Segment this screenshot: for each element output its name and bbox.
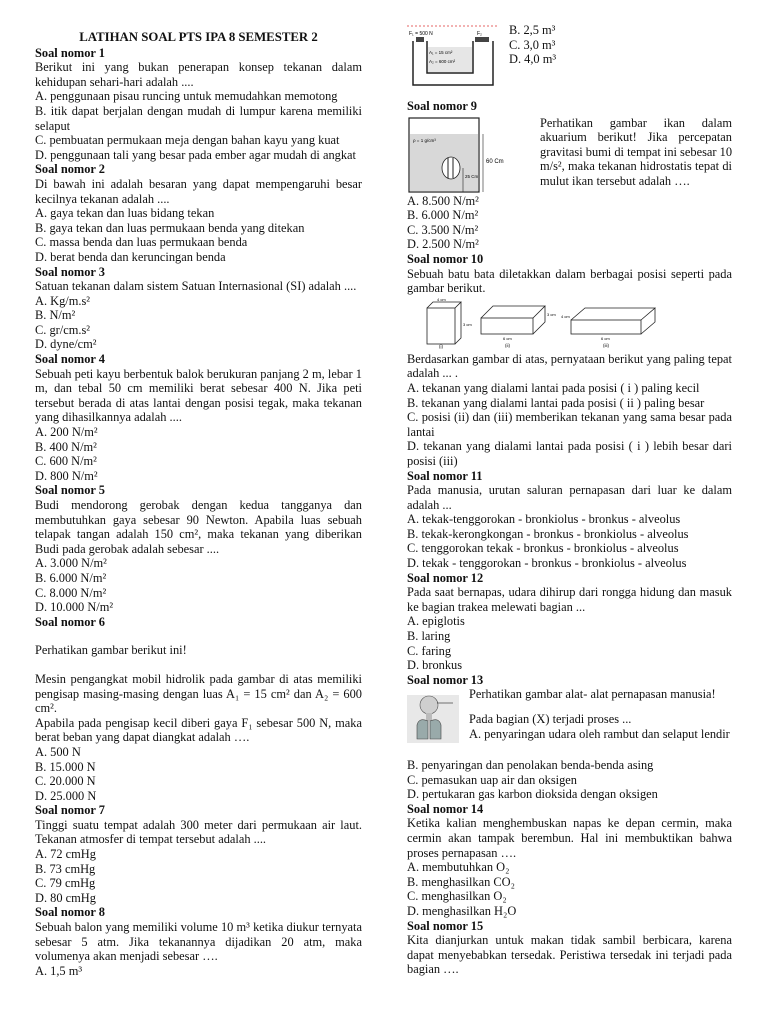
page-title: LATIHAN SOAL PTS IPA 8 SEMESTER 2 <box>79 30 318 44</box>
blank-line <box>35 658 362 672</box>
question-heading: Soal nomor 6 <box>35 614 105 629</box>
question-heading: Soal nomor 4 <box>35 352 105 367</box>
question-text: Ketika kalian menghembuskan napas ke depan cermin, maka cermin akan tampak berembun. Hal ini membuktikan bahwa proses pernapasan …. <box>407 816 732 860</box>
hydraulic-lift-figure <box>407 23 497 93</box>
q13-wrap-space <box>407 743 732 758</box>
option: B. 15.000 N <box>35 759 96 774</box>
option: A. epiglotis <box>407 614 465 629</box>
fig9-h1-label: 60 Cm <box>486 158 504 165</box>
option: D. berat benda dan keruncingan benda <box>35 249 226 264</box>
fig10-dim-label: 6 cm <box>601 335 610 341</box>
fig10-dim-label: 3 cm <box>463 321 472 327</box>
option: A. gaya tekan dan luas bidang tekan <box>35 206 215 221</box>
fig10-pos-label: (ii) <box>505 342 510 348</box>
question-text: Sebuah peti kayu berbentuk balok berukuran panjang 2 m, lebar 1 m, dan tebal 50 cm memiliki berat sebesar 400 N. Jika peti tersebut berada di atas lantai dengan posisi tegak, maka tekanan yang dihasilkannya adalah .... <box>35 366 362 425</box>
fig10-pos-label: (i) <box>439 343 443 349</box>
option: B. menghasilkan CO₂ <box>407 874 515 889</box>
right-column <box>407 23 732 977</box>
option: A. 3.000 N/m² <box>35 556 107 571</box>
option: B. tekanan yang dialami lantai pada posisi ( ii ) paling besar <box>407 395 705 410</box>
question-heading: Soal nomor 3 <box>35 264 105 279</box>
respiratory-system-figure <box>407 695 459 743</box>
fig9-h2-label: 25 Cm <box>465 173 479 179</box>
question-heading: Soal nomor 9 <box>407 99 477 113</box>
left-column-body <box>35 46 362 979</box>
question-text: Budi mendorong gerobak dengan kedua tangganya dan membutuhkan gaya sebesar 90 Newton. Apabila luas sebuah telapak tangan adalah 150 cm², maka tekanan yang diberikan Budi pada gerobak adalah sebesar .... <box>35 498 362 556</box>
option: D. bronkus <box>407 658 463 673</box>
question-text: D. penggunaan tali yang besar pada ember agar mudah di angkat <box>35 147 357 162</box>
option: D. 80 cmHg <box>35 890 96 905</box>
option: A. 500 N <box>35 744 81 759</box>
q14-options <box>407 860 732 918</box>
fig8-f1-label: F₁ = 500 N <box>409 31 433 37</box>
option: B. 400 N/m² <box>35 439 97 454</box>
question-heading: Soal nomor 12 <box>407 570 484 585</box>
question-heading: Soal nomor 10 <box>407 251 484 266</box>
option: D. dyne/cm² <box>35 337 97 352</box>
option: C. 8.000 N/m² <box>35 585 107 600</box>
q12-options <box>407 614 732 672</box>
q8-continued <box>407 23 732 99</box>
q11-options <box>407 512 732 570</box>
q9-block <box>407 116 732 194</box>
option: D. tekak - tenggorokan - bronkus - bronkiolus - alveolus <box>407 556 687 571</box>
question-text: Kita dianjurkan untuk makan tidak sambil berbicara, karena dapat menyebabkan tersedak. Peristiwa tersedak ini terjadi pada bagian …. <box>407 933 732 977</box>
question-text: Perhatikan gambar alat- alat pernapasan manusia! <box>469 687 716 702</box>
option: B. N/m² <box>35 308 76 323</box>
option: A. 200 N/m² <box>35 425 98 440</box>
blank-line <box>35 629 362 643</box>
option: D. tekanan yang dialami lantai pada posisi ( i ) lebih besar dari posisi (iii) <box>407 439 732 468</box>
option: C. faring <box>407 643 452 658</box>
q9-options <box>407 194 732 252</box>
q13-text <box>469 687 732 741</box>
option: B. 6.000 N/m² <box>35 570 107 585</box>
question-text: Pada bagian (X) terjadi proses ... <box>469 712 632 726</box>
question-text: Perhatikan gambar ikan dalam akuarium berikut! Jika percepatan gravitasi bumi di tempat ini sebesar 10 m/s², maka tekanan hidrostatis tepat di mulut ikan tersebut adalah …. <box>540 115 733 188</box>
question-heading: Soal nomor 7 <box>35 803 105 818</box>
question-text: Pada saat bernapas, udara dihirup dari rongga hidung dan masuk ke bagian trakea melewati bagian ... <box>407 585 732 614</box>
option: C. posisi (ii) dan (iii) memberikan tekanan yang sama besar pada lantai <box>407 410 732 439</box>
brick-positions-figure <box>421 296 661 349</box>
question-heading: Soal nomor 2 <box>35 162 105 177</box>
question-heading: Soal nomor 15 <box>407 918 484 933</box>
q13-options <box>407 758 732 802</box>
option: B. 6.000 N/m² <box>407 208 479 223</box>
option: A. tekak-tenggorokan - bronkiolus - bronkus - alveolus <box>407 512 681 527</box>
question-heading: Soal nomor 5 <box>35 483 105 498</box>
option: D. 25.000 N <box>35 788 97 803</box>
fig8-a2-label: A₂ = 600 cm² <box>429 59 456 64</box>
option: A. tekanan yang dialami lantai pada posisi ( i ) paling kecil <box>407 380 700 395</box>
option: B. 73 cmHg <box>35 861 96 876</box>
option: B. laring <box>407 629 451 644</box>
fig10-dim-label: 4 cm <box>561 313 570 319</box>
fig10-dim-label: 4 cm <box>437 296 446 302</box>
question-heading: Soal nomor 8 <box>35 905 105 920</box>
option: B. 2,5 m³ <box>509 23 556 37</box>
question-text: Sebuah batu bata diletakkan dalam berbagai posisi seperti pada gambar berikut. <box>407 266 732 296</box>
option: C. massa benda dan luas permukaan benda <box>35 235 248 250</box>
option: C. 3,0 m³ <box>509 37 556 52</box>
option: B. tekak-kerongkongan - bronkus - bronkiolus - alveolus <box>407 526 689 541</box>
option: D. 800 N/m² <box>35 468 98 483</box>
question-heading: Soal nomor 1 <box>35 45 105 60</box>
question-text: B. itik dapat berjalan dengan mudah di lumpur karena memiliki selaput <box>35 103 362 133</box>
question-text: Berikut ini yang bukan penerapan konsep tekanan dalam kehidupan sehari-hari adalah .... <box>35 60 362 89</box>
question-text: Berdasarkan gambar di atas, pernyataan berikut yang paling tepat adalah ... . <box>407 351 732 381</box>
question-text: A. penggunaan pisau runcing untuk memudahkan memotong <box>35 89 338 104</box>
fig10-pos-label: (iii) <box>603 342 609 348</box>
question-text: Pada manusia, urutan saluran pernapasan dari luar ke dalam adalah ... <box>407 483 732 512</box>
option: D. menghasilkan H₂O <box>407 903 517 918</box>
fig8-f2-label: F₂ <box>477 31 482 37</box>
question-text: Tinggi suatu tempat adalah 300 meter dari permukaan air laut. Tekanan atmosfer di tempat tersebut adalah .... <box>35 817 362 847</box>
question-text: Di bawah ini adalah besaran yang dapat mempengaruhi besar kecilnya tekanan adalah .... <box>35 176 362 206</box>
option: D. 10.000 N/m² <box>35 600 114 615</box>
option: C. 600 N/m² <box>35 454 97 469</box>
option: A. 8.500 N/m² <box>407 193 479 208</box>
option: C. menghasilkan O₂ <box>407 889 507 904</box>
option: C. gr/cm.s² <box>35 322 90 337</box>
option: A. 72 cmHg <box>35 847 96 862</box>
question-heading: Soal nomor 11 <box>407 468 483 483</box>
q10-options <box>407 381 732 469</box>
option: A. membutuhkan O₂ <box>407 860 510 875</box>
question-text: Perhatikan gambar berikut ini! <box>35 643 187 658</box>
option: D. 2.500 N/m² <box>407 237 479 252</box>
question-heading: Soal nomor 14 <box>407 801 484 816</box>
question-text: Mesin pengangkat mobil hidrolik pada gambar di atas memiliki pengisap masing-masing dengan luas A₁ = 15 cm² dan A₂ = 600 cm². <box>35 671 362 716</box>
question-heading: Soal nomor 13 <box>407 672 484 687</box>
fig9-rho-label: ρ = 1 g/cm³ <box>413 137 436 143</box>
option: B. penyaringan dan penolakan benda-benda asing <box>407 758 654 772</box>
q13-block <box>407 687 732 743</box>
question-text: Apabila pada pengisap kecil diberi gaya F₁ sebesar 500 N, maka berat beban yang dapat diangkat adalah …. <box>35 715 362 745</box>
question-text: Satuan tekanan dalam sistem Satuan Internasional (SI) adalah .... <box>35 279 357 294</box>
fig10-dim-label: 6 cm <box>503 335 512 341</box>
option: B. gaya tekan dan luas permukaan benda yang ditekan <box>35 220 305 235</box>
option: A. penyaringan udara oleh rambut dan selaput lendir <box>469 726 730 741</box>
fig10-dim-label: 3 cm <box>547 311 556 317</box>
option: C. 20.000 N <box>35 774 96 789</box>
question-text: C. pembuatan permukaan meja dengan bahan kayu yang kuat <box>35 133 340 148</box>
left-column <box>35 30 362 978</box>
option: D. pertukaran gas karbon dioksida dengan oksigen <box>407 787 658 802</box>
option: C. 79 cmHg <box>35 876 96 891</box>
q8-options <box>505 23 556 67</box>
option: A. Kg/m.s² <box>35 293 91 308</box>
option: C. pemasukan uap air dan oksigen <box>407 772 577 787</box>
aquarium-figure <box>407 116 522 194</box>
question-text: Sebuah balon yang memiliki volume 10 m³ ketika diukur ternyata sebesar 5 atm. Jika tekanannya dijadikan 20 atm, maka volumenya akan menjadi sebesar …. <box>35 920 362 964</box>
fig8-a1-label: A₁ = 15 cm² <box>429 50 453 55</box>
option: C. 3.500 N/m² <box>407 222 479 237</box>
option: D. 4,0 m³ <box>509 52 557 67</box>
option: C. tenggorokan tekak - bronkus - bronkiolus - alveolus <box>407 541 679 556</box>
option: A. 1,5 m³ <box>35 963 83 978</box>
